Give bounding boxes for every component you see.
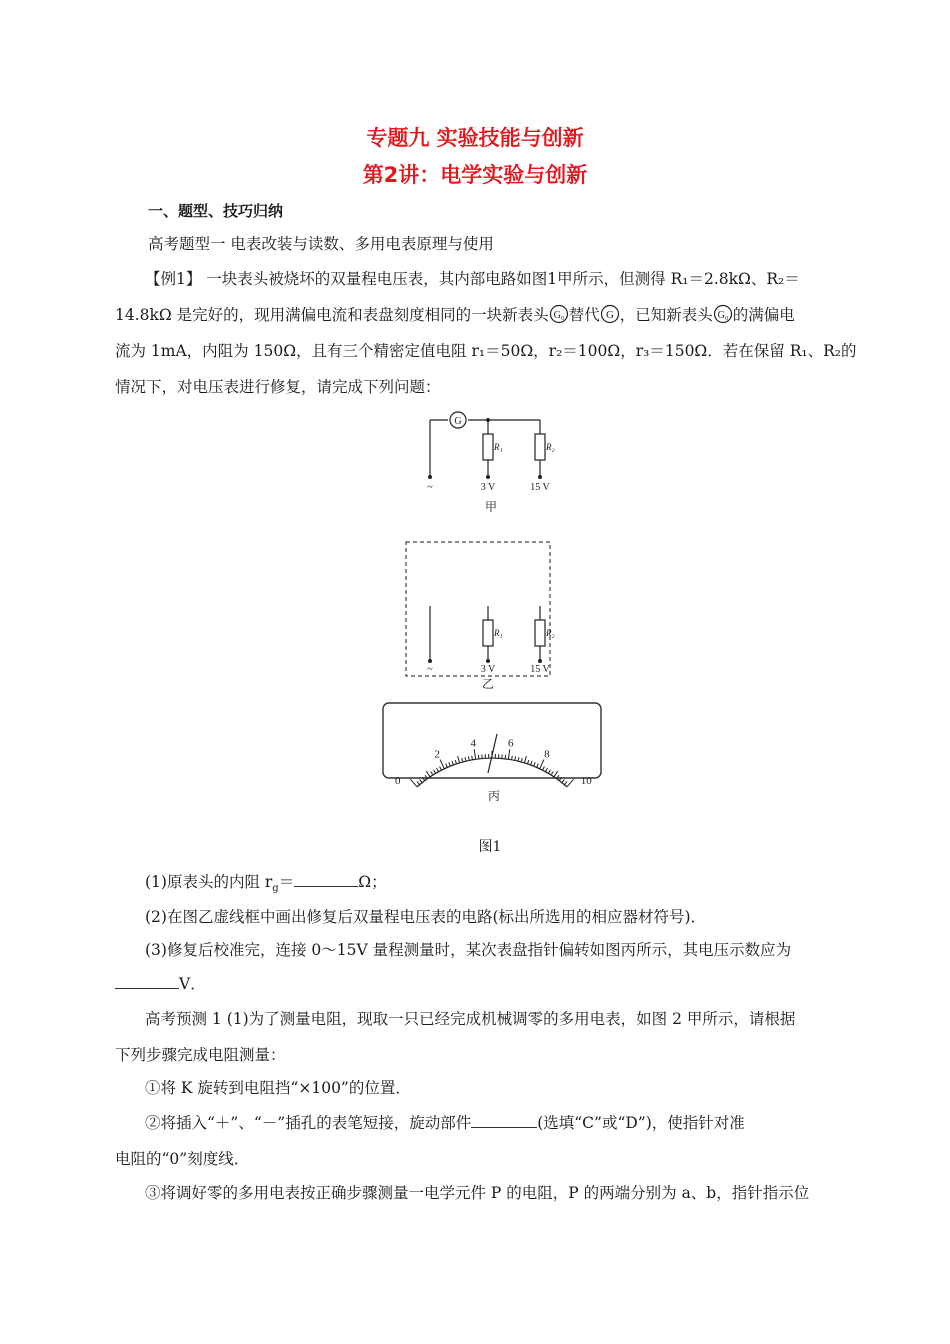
step-2-choice: (选填“C”或“D”)，使指针对准 [537, 1114, 745, 1132]
terminal-common-label: ~ [427, 482, 433, 493]
answer-blank-3[interactable] [115, 974, 179, 989]
new-galvanometer-icon [713, 304, 733, 324]
question-3-unit: V． [179, 975, 206, 993]
figure-label-jia: 甲 [484, 500, 498, 514]
circuit-diagram-jia [410, 410, 580, 515]
example-line-3: 流为 1mA，内阻为 150Ω，且有三个精密定值电阻 r₁＝50Ω，r₂＝100Ω，r₃＝150Ω．若在保留 R₁、R₂的 [115, 342, 857, 360]
meter-face [383, 703, 601, 778]
scale-tick [565, 782, 568, 785]
scale-tick [512, 756, 513, 760]
step-2-line-1 [145, 1111, 745, 1133]
question-type-heading: 高考题型一 电表改装与读数、多用电表原理与使用 [148, 235, 494, 253]
question-1 [145, 870, 387, 894]
scale-tick [410, 779, 417, 787]
step-1: ①将 K 旋转到电阻挡“×100”的位置． [145, 1079, 411, 1097]
new-galvanometer-icon-label: G₀ [553, 310, 565, 321]
terminal-common-label: ~ [427, 664, 433, 675]
example-line-4: 情况下，对电压表进行修复，请完成下列问题： [115, 378, 441, 396]
step-2-line-2: 电阻的“0”刻度线． [115, 1150, 250, 1168]
page-subtitle: 第2讲：电学实验与创新 [362, 163, 588, 187]
scale-tick [478, 755, 479, 759]
scale-label-6: 6 [508, 737, 514, 750]
terminal-dot [428, 475, 432, 479]
scale-label-4: 4 [470, 737, 476, 750]
example-line-2c: ，已知新表头 [619, 306, 713, 324]
example-line-2a: 14.8kΩ 是完好的，现用满偏电流和表盘刻度相同的一块新表头 [115, 306, 549, 324]
example-line-2d: 的满偏电 [732, 306, 795, 324]
scale-label-8: 8 [544, 748, 550, 761]
terminal-dot [538, 659, 542, 663]
terminal-dot [538, 475, 542, 479]
question-1-subscript: g [272, 883, 279, 895]
old-galvanometer-icon [600, 304, 620, 324]
figure-label-yi: 乙 [481, 677, 495, 690]
step-3: ③将调好零的多用电表按正确步骤测量一电学元件 P 的电阻，P 的两端分别为 a、b，指针指示位 [145, 1184, 810, 1202]
page-title: 专题九 实验技能与创新 [366, 126, 584, 150]
scale-tick [505, 755, 506, 759]
resistor-r1-label: R₁ [494, 628, 503, 638]
terminal-dot [486, 659, 490, 663]
answer-blank-step2[interactable] [471, 1113, 537, 1128]
resistor-r2-label: R₂ [546, 442, 555, 452]
example-line-1: 【例1】 一块表头被烧坏的双量程电压表，其内部电路如图1甲所示，但测得 R₁＝2.8kΩ、R₂＝ [145, 270, 800, 288]
scale-tick [472, 756, 473, 760]
example-line-2b: 替代 [568, 306, 600, 324]
scale-tick [562, 779, 565, 782]
terminal-15v-label: 15 V [530, 664, 550, 675]
scale-tick [420, 779, 423, 782]
circuit-diagram-yi [400, 538, 560, 690]
new-galvanometer-icon-label-2: G₀ [717, 310, 729, 321]
terminal-dot [486, 475, 490, 479]
prediction-line-1: 高考预测 1 (1)为了测量电阻，现取一只已经完成机械调零的多用电表，如图 2 甲所示，请根据 [145, 1010, 796, 1028]
terminal-15v-label: 15 V [530, 482, 550, 493]
terminal-3v-label: 3 V [480, 664, 496, 675]
meter-dial-bing [380, 700, 604, 808]
galvanometer-letter: G [454, 416, 462, 427]
section-heading: 一、题型、技巧归纳 [148, 202, 284, 220]
terminal-3v-label: 3 V [480, 482, 496, 493]
question-1-unit: Ω； [358, 873, 387, 891]
terminal-dot [428, 659, 432, 663]
resistor-r2-label: R₂ [546, 628, 555, 638]
scale-label-2: 2 [434, 748, 440, 761]
question-3-line-2 [115, 972, 206, 994]
junction-dot [486, 418, 490, 422]
question-1-text: (1)原表头的内阻 r [145, 873, 273, 891]
answer-blank-1[interactable] [294, 872, 358, 887]
scale-label-10: 10 [580, 775, 592, 788]
example-line-2 [115, 303, 795, 325]
figure-label-bing: 丙 [487, 789, 501, 803]
new-galvanometer-icon [549, 304, 569, 324]
scale-tick [567, 779, 574, 787]
figure-caption: 图1 [478, 839, 502, 855]
old-galvanometer-icon-label: G [605, 309, 614, 321]
scale-label-0: 0 [394, 775, 401, 788]
question-1-equals: ＝ [278, 873, 295, 891]
prediction-line-2: 下列步骤完成电阻测量： [115, 1046, 286, 1064]
dashed-frame [406, 542, 550, 676]
scale-tick [417, 782, 420, 785]
question-2: (2)在图乙虚线框中画出修复后双量程电压表的电路(标出所选用的相应器材符号)． [145, 908, 707, 926]
step-2-text: ②将插入“＋”、“－”插孔的表笔短接，旋动部件 [145, 1114, 472, 1132]
question-3-line-1: (3)修复后校准完，连接 0～15V 量程测量时，某次表盘指针偏转如图丙所示，其电压示数应为 [145, 941, 792, 959]
resistor-r1-label: R₁ [494, 442, 503, 452]
